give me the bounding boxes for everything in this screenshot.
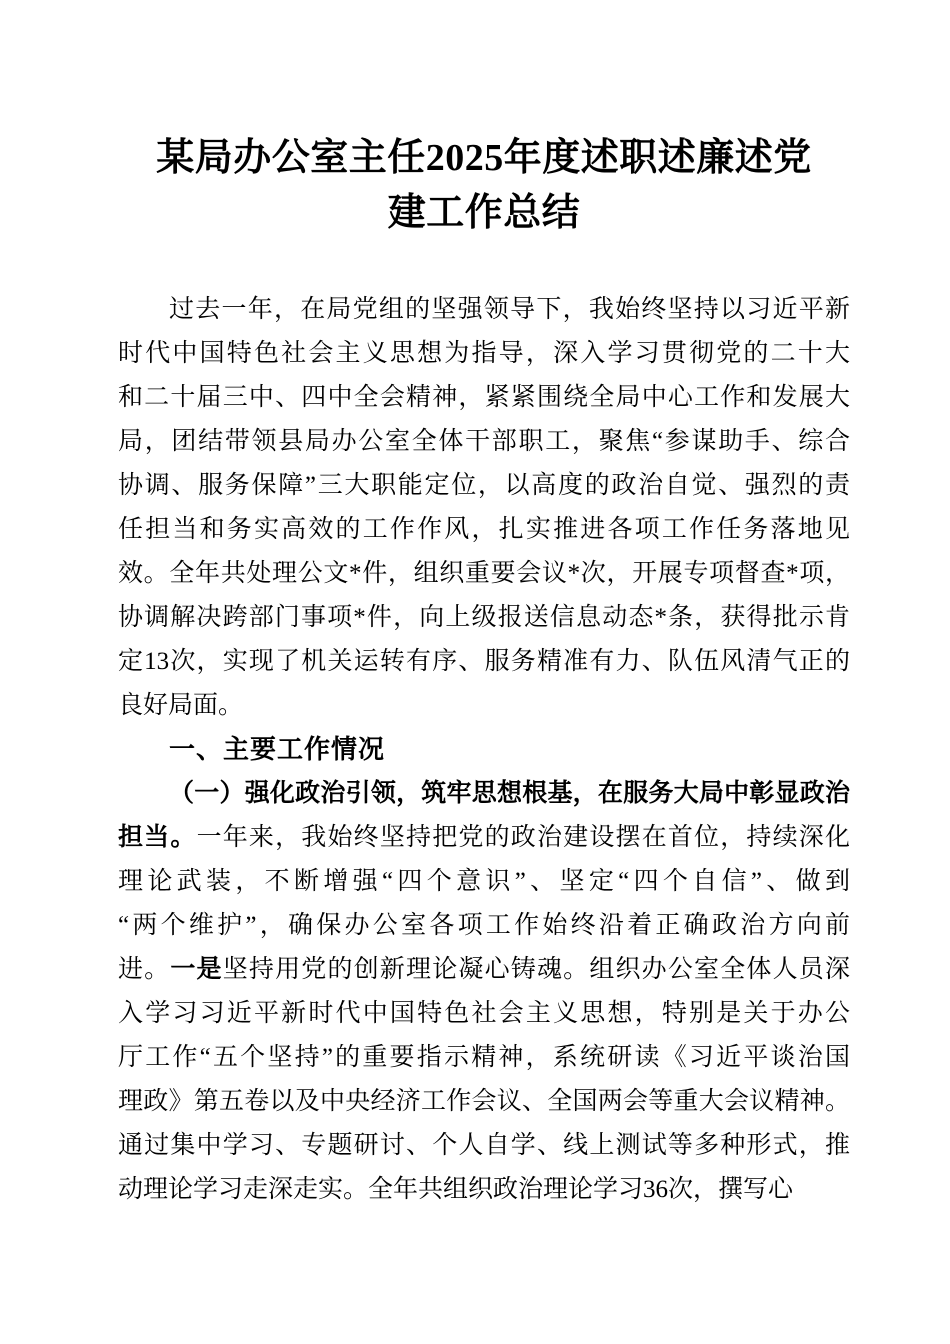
intro-paragraph-line xyxy=(118,332,850,376)
intro-paragraph-line xyxy=(118,508,850,552)
subsection-paragraph-line xyxy=(118,772,850,816)
text-run: 和二十届三中、四中全会精神，紧紧围绕全局中心工作和发展大 xyxy=(118,384,850,411)
subsection-paragraph-line xyxy=(118,1168,850,1212)
section-heading-line xyxy=(118,728,850,772)
text-run: 时代中国特色社会主义思想为指导，深入学习贯彻党的二十大 xyxy=(118,340,850,367)
text-run: 过去一年，在局党组的坚强领导下，我始终坚持以习近平新 xyxy=(169,296,850,323)
intro-paragraph-line xyxy=(118,640,850,684)
text-run-kai: 担当。 xyxy=(118,824,197,851)
document-title xyxy=(118,131,850,241)
text-run: 定13次，实现了机关运转有序、服务精准有力、队伍风清气正的 xyxy=(118,648,850,675)
title-line-2: 建工作总结 xyxy=(387,192,581,234)
text-run: 一年来，我始终坚持把党的政治建设摆在首位，持续深化 xyxy=(196,824,850,851)
subsection-paragraph-line xyxy=(118,816,850,860)
text-run: “两个维护”，确保办公室各项工作始终沿着正确政治方向前 xyxy=(118,912,850,939)
text-run: 通过集中学习、专题研讨、个人自学、线上测试等多种形式，推 xyxy=(118,1132,850,1159)
intro-paragraph-line xyxy=(118,376,850,420)
subsection-paragraph-line xyxy=(118,992,850,1036)
subsection-paragraph-line xyxy=(118,1124,850,1168)
text-run: 局，团结带领县局办公室全体干部职工，聚焦“参谋助手、综合 xyxy=(118,428,850,455)
text-run: 厅工作“五个坚持”的重要指示精神，系统研读《习近平谈治国 xyxy=(118,1044,850,1071)
subsection-paragraph-line xyxy=(118,1036,850,1080)
text-run-bold: 一是 xyxy=(170,956,223,983)
text-run: 理政》第五卷以及中央经济工作会议、全国两会等重大会议精神。 xyxy=(118,1088,850,1115)
text-run: 协调解决跨部门事项*件，向上级报送信息动态*条，获得批示肯 xyxy=(118,604,850,631)
subsection-paragraph-line xyxy=(118,1080,850,1124)
text-run-kai: （一）强化政治引领，筑牢思想根基，在服务大局中彰显政治 xyxy=(169,780,850,807)
document-body xyxy=(118,288,850,1212)
text-run: 理论武装，不断增强“四个意识”、坚定“四个自信”、做到 xyxy=(118,868,850,895)
text-run: 协调、服务保障”三大职能定位，以高度的政治自觉、强烈的责 xyxy=(118,472,850,499)
intro-paragraph-line xyxy=(118,288,850,332)
text-run: 进。 xyxy=(118,956,171,983)
text-run: 入学习习近平新时代中国特色社会主义思想，特别是关于办公 xyxy=(118,1000,850,1027)
text-run: 良好局面。 xyxy=(118,692,244,719)
intro-paragraph-line xyxy=(118,684,850,728)
subsection-paragraph-line xyxy=(118,904,850,948)
intro-paragraph-line xyxy=(118,420,850,464)
intro-paragraph-line xyxy=(118,464,850,508)
title-line-1: 某局办公室主任2025年度述职述廉述党 xyxy=(156,137,812,179)
text-run: 动理论学习走深走实。全年共组织政治理论学习36次，撰写心 xyxy=(118,1176,794,1203)
intro-paragraph-line xyxy=(118,552,850,596)
text-run: 坚持用党的创新理论凝心铸魂。组织办公室全体人员深 xyxy=(222,956,850,983)
subsection-paragraph-line xyxy=(118,948,850,992)
text-run-hei: 一、主要工作情况 xyxy=(169,735,386,765)
subsection-paragraph-line xyxy=(118,860,850,904)
intro-paragraph-line xyxy=(118,596,850,640)
text-run: 任担当和务实高效的工作作风，扎实推进各项工作任务落地见 xyxy=(118,516,850,543)
text-run: 效。全年共处理公文*件，组织重要会议*次，开展专项督查*项， xyxy=(118,560,850,587)
